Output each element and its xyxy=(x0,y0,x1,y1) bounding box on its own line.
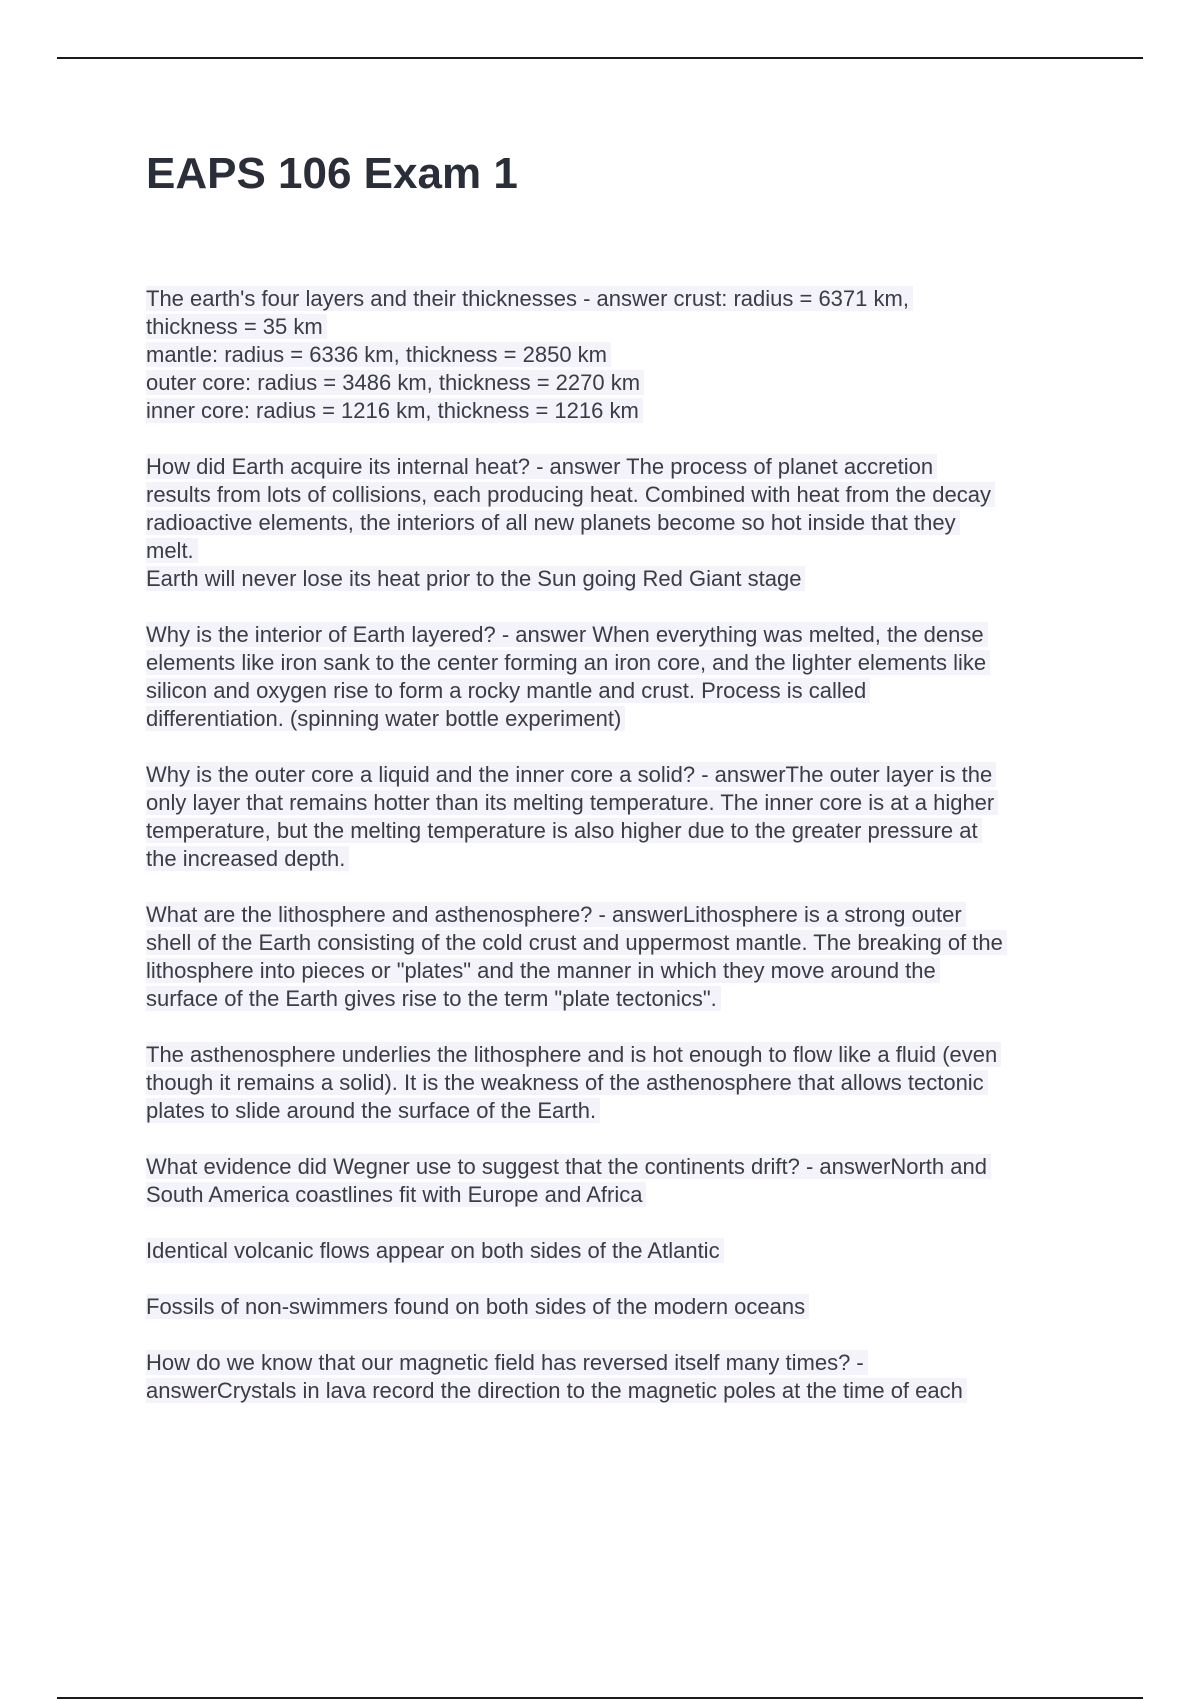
paragraph-line-wrapper xyxy=(146,761,1091,789)
paragraph-line: Earth will never lose its heat prior to the Sun going Red Giant stage xyxy=(146,566,805,591)
paragraph-line-wrapper xyxy=(146,1097,1091,1125)
paragraph-line: the increased depth. xyxy=(146,846,349,871)
paragraph-line: results from lots of collisions, each producing heat. Combined with heat from the decay xyxy=(146,482,995,507)
paragraph-line: though it remains a solid). It is the weakness of the asthenosphere that allows tectonic xyxy=(146,1070,988,1095)
paragraph-line-wrapper xyxy=(146,677,1091,705)
qa-paragraph xyxy=(146,285,1091,425)
paragraph-line: The earth's four layers and their thicknesses - answer crust: radius = 6371 km, xyxy=(146,286,913,311)
paragraph-line: How did Earth acquire its internal heat? - answer The process of planet accretion xyxy=(146,454,937,479)
paragraph-line-wrapper xyxy=(146,453,1091,481)
qa-paragraph xyxy=(146,453,1091,593)
paragraph-line: shell of the Earth consisting of the cold crust and uppermost mantle. The breaking of the xyxy=(146,930,1007,955)
paragraph-line-wrapper xyxy=(146,481,1091,509)
paragraph-line: surface of the Earth gives rise to the term "plate tectonics". xyxy=(146,986,721,1011)
paragraph-line-wrapper xyxy=(146,1377,1091,1405)
paragraph-line-wrapper xyxy=(146,649,1091,677)
paragraph-line: temperature, but the melting temperature is also higher due to the greater pressure at xyxy=(146,818,982,843)
qa-paragraph xyxy=(146,1237,1091,1265)
paragraph-line-wrapper xyxy=(146,621,1091,649)
paragraph-line-wrapper xyxy=(146,1069,1091,1097)
paragraph-line-wrapper xyxy=(146,1181,1091,1209)
paragraph-line: outer core: radius = 3486 km, thickness = 2270 km xyxy=(146,370,644,395)
paragraph-line: thickness = 35 km xyxy=(146,314,327,339)
paragraph-line-wrapper xyxy=(146,985,1091,1013)
paragraph-line-wrapper xyxy=(146,509,1091,537)
paragraph-line: Why is the interior of Earth layered? - answer When everything was melted, the dense xyxy=(146,622,988,647)
paragraph-line: inner core: radius = 1216 km, thickness = 1216 km xyxy=(146,398,643,423)
bottom-rule xyxy=(57,1697,1143,1699)
paragraph-line: South America coastlines fit with Europe and Africa xyxy=(146,1182,646,1207)
paragraph-line: What evidence did Wegner use to suggest that the continents drift? - answerNorth and xyxy=(146,1154,991,1179)
paragraph-line: elements like iron sank to the center forming an iron core, and the lighter elements like xyxy=(146,650,990,675)
paragraph-line: answerCrystals in lava record the direction to the magnetic poles at the time of each xyxy=(146,1378,967,1403)
paragraph-line: What are the lithosphere and asthenosphere? - answerLithosphere is a strong outer xyxy=(146,902,966,927)
paragraph-line-wrapper xyxy=(146,901,1091,929)
page-title: EAPS 106 Exam 1 xyxy=(146,149,518,198)
paragraph-line-wrapper xyxy=(146,929,1091,957)
paragraph-line-wrapper xyxy=(146,1349,1091,1377)
paragraph-line-wrapper xyxy=(146,369,1091,397)
qa-paragraph xyxy=(146,621,1091,733)
qa-paragraph xyxy=(146,1349,1091,1405)
document-body xyxy=(146,285,1091,1433)
paragraph-line: lithosphere into pieces or "plates" and the manner in which they move around the xyxy=(146,958,940,983)
paragraph-line: mantle: radius = 6336 km, thickness = 2850 km xyxy=(146,342,611,367)
paragraph-line: plates to slide around the surface of the Earth. xyxy=(146,1098,600,1123)
paragraph-line: silicon and oxygen rise to form a rocky mantle and crust. Process is called xyxy=(146,678,870,703)
qa-paragraph xyxy=(146,1153,1091,1209)
qa-paragraph xyxy=(146,901,1091,1013)
top-rule xyxy=(57,57,1143,59)
paragraph-line-wrapper xyxy=(146,397,1091,425)
paragraph-line: only layer that remains hotter than its melting temperature. The inner core is at a higher xyxy=(146,790,998,815)
paragraph-line-wrapper xyxy=(146,1237,1091,1265)
paragraph-line-wrapper xyxy=(146,1293,1091,1321)
paragraph-line: The asthenosphere underlies the lithosphere and is hot enough to flow like a fluid (even xyxy=(146,1042,1001,1067)
paragraph-line-wrapper xyxy=(146,341,1091,369)
paragraph-line: radioactive elements, the interiors of all new planets become so hot inside that they xyxy=(146,510,960,535)
paragraph-line-wrapper xyxy=(146,565,1091,593)
paragraph-line-wrapper xyxy=(146,789,1091,817)
paragraph-line: How do we know that our magnetic field has reversed itself many times? - xyxy=(146,1350,868,1375)
paragraph-line: Why is the outer core a liquid and the inner core a solid? - answerThe outer layer is the xyxy=(146,762,996,787)
paragraph-line-wrapper xyxy=(146,817,1091,845)
paragraph-line-wrapper xyxy=(146,285,1091,313)
paragraph-line: differentiation. (spinning water bottle experiment) xyxy=(146,706,625,731)
paragraph-line: Identical volcanic flows appear on both sides of the Atlantic xyxy=(146,1238,724,1263)
paragraph-line-wrapper xyxy=(146,537,1091,565)
qa-paragraph xyxy=(146,1041,1091,1125)
paragraph-line-wrapper xyxy=(146,845,1091,873)
paragraph-line-wrapper xyxy=(146,957,1091,985)
paragraph-line-wrapper xyxy=(146,705,1091,733)
paragraph-line: Fossils of non-swimmers found on both sides of the modern oceans xyxy=(146,1294,809,1319)
paragraph-line-wrapper xyxy=(146,1041,1091,1069)
paragraph-line-wrapper xyxy=(146,1153,1091,1181)
qa-paragraph xyxy=(146,761,1091,873)
paragraph-line: melt. xyxy=(146,538,198,563)
qa-paragraph xyxy=(146,1293,1091,1321)
paragraph-line-wrapper xyxy=(146,313,1091,341)
